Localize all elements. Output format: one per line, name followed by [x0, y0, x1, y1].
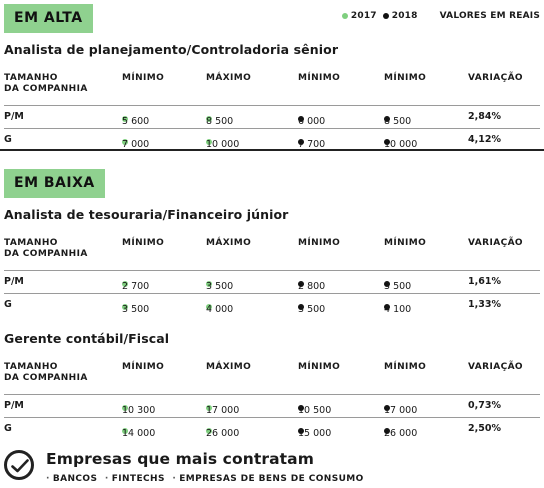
table-row: P/M 2 700 3 500 2 800 3 500 1,61%	[4, 270, 540, 293]
hiring-title: Empresas que mais contratam	[46, 450, 314, 468]
em-alta-tag: EM ALTA	[4, 4, 93, 33]
section-divider	[0, 149, 544, 151]
cell-variation: 4,12%	[468, 134, 501, 145]
cell-size: P/M	[4, 111, 24, 122]
cell-size: G	[4, 134, 12, 145]
salary-table	[4, 238, 540, 316]
header-min-2017: MÍNIMO	[122, 73, 165, 83]
legend	[342, 11, 540, 21]
table-row: P/M 5 600 8 500 6 000 8 500 2,84%	[4, 105, 540, 128]
values-note: VALORES EM REAIS	[439, 11, 540, 21]
header-size: TAMANHO DA COMPANHIA	[4, 238, 88, 259]
header-variation: VARIAÇÃO	[468, 238, 523, 248]
header-variation: VARIAÇÃO	[468, 73, 523, 83]
table-row: G 14 000 26 000 15 000 26 000 2,50%	[4, 417, 540, 440]
header-variation: VARIAÇÃO	[468, 362, 523, 372]
header-max-2018: MÍNIMO	[384, 73, 427, 83]
cell-size: G	[4, 299, 12, 310]
em-baixa-tag: EM BAIXA	[4, 169, 105, 198]
company-item: BANCOS	[52, 474, 98, 484]
header-size: TAMANHO DA COMPANHIA	[4, 362, 88, 383]
position-title: Analista de planejamento/Controladoria sênior	[4, 42, 339, 57]
position-title: Gerente contábil/Fiscal	[4, 331, 170, 346]
salary-table	[4, 362, 540, 440]
cell-variation: 1,61%	[468, 276, 501, 287]
checkmark-icon	[4, 450, 34, 480]
position-title: Analista de tesouraria/Financeiro júnior	[4, 207, 289, 222]
cell-variation: 2,84%	[468, 111, 501, 122]
header-min-2018: MÍNIMO	[298, 362, 341, 372]
header-size: TAMANHO DA COMPANHIA	[4, 73, 88, 94]
table-header	[4, 238, 540, 270]
company-item: FINTECHS	[111, 474, 165, 484]
header-max-2018: MÍNIMO	[384, 238, 427, 248]
salary-table	[4, 73, 540, 151]
company-item: EMPRESAS DE BENS DE CONSUMO	[179, 474, 364, 484]
header-min-2018: MÍNIMO	[298, 238, 341, 248]
header-max-2017: MÁXIMO	[206, 73, 252, 83]
cell-variation: 0,73%	[468, 400, 501, 411]
table-row: P/M 10 300 17 000 10 500 17 000 0,73%	[4, 394, 540, 417]
table-row: G 7 000 10 000 7 700 10 000 4,12%	[4, 128, 540, 151]
table-row: G 3 500 4 000 3 500 4 100 1,33%	[4, 293, 540, 316]
cell-size: G	[4, 423, 12, 434]
header-min-2017: MÍNIMO	[122, 362, 165, 372]
header-max-2018: MÍNIMO	[384, 362, 427, 372]
table-header	[4, 73, 540, 105]
legend-2018: 2018	[383, 11, 418, 21]
header-min-2017: MÍNIMO	[122, 238, 165, 248]
green-dot-icon	[342, 13, 348, 19]
header-max-2017: MÁXIMO	[206, 362, 252, 372]
black-dot-icon	[383, 13, 389, 19]
cell-variation: 2,50%	[468, 423, 501, 434]
cell-size: P/M	[4, 400, 24, 411]
header-max-2017: MÁXIMO	[206, 238, 252, 248]
companies-list: · BANCOS · FINTECHS · EMPRESAS DE BENS DE CONSUMO	[46, 474, 364, 484]
table-header	[4, 362, 540, 394]
header-min-2018: MÍNIMO	[298, 73, 341, 83]
cell-size: P/M	[4, 276, 24, 287]
cell-variation: 1,33%	[468, 299, 501, 310]
legend-2017: 2017	[342, 11, 377, 21]
